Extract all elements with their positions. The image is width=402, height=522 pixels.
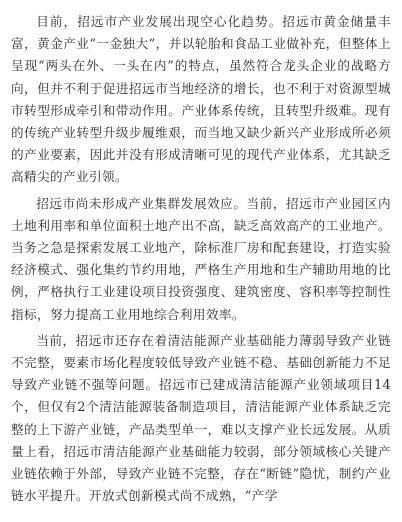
paragraph-3: 当前，招远市还存在着清洁能源产业基础能力薄弱导致产业链不完整，要素市场化程度较低导致产业链不稳、基础创新能力不足导致产业链不强等问题。招远市已建成清洁能源产业领域项目14个，但仅有2个清洁能源装备制造项目，清洁能源产业体系缺乏完整的上下游产业链，产品类型单一，难以支撑产业长远发展。从质量上看，招远市清洁能源产业基础能力较弱，部分领域核心关键产业链依赖于外部，导致产业链不完整，存在“断链”隐忧，制约产业链水平提升。开放式创新模式尚不成熟，“产学 — [11, 332, 391, 504]
paragraph-1: 目前，招远市产业发展出现空心化趋势。招远市黄金储量丰富，黄金产业“一金独大”，并以轮胎和食品工业做补充，但整体上呈现“两头在外、一头在内”的特点，虽然符合龙头企业的战略方向，但并不利于促进招远市当地经济的增长，也不利于对资源型城市转型形成牵引和带动作用。产业体系传统，且转型升级难。现有的传统产业转型升级步履维艰，而当地又缺少新兴产业形成所必须的产业要素，因此并没有形成清晰可见的现代产业体系，尤其缺乏高精尖的产业引领。 — [11, 14, 391, 185]
paragraph-2: 招远市尚未形成产业集群发展效应。当前，招远市产业园区内土地利用率和单位面积土地产出不高，缺乏高效高产的工业地产。当务之急是探索发展工业地产，除标准厂房和配套建设，打造实验经济模式、强化集约节约用地，严格生产用地和生产辅助用地的比例，严格执行工业建设项目投资强度、建筑密度、容积率等控制性指标，努力提高工业用地综合利用效率。 — [11, 195, 391, 322]
